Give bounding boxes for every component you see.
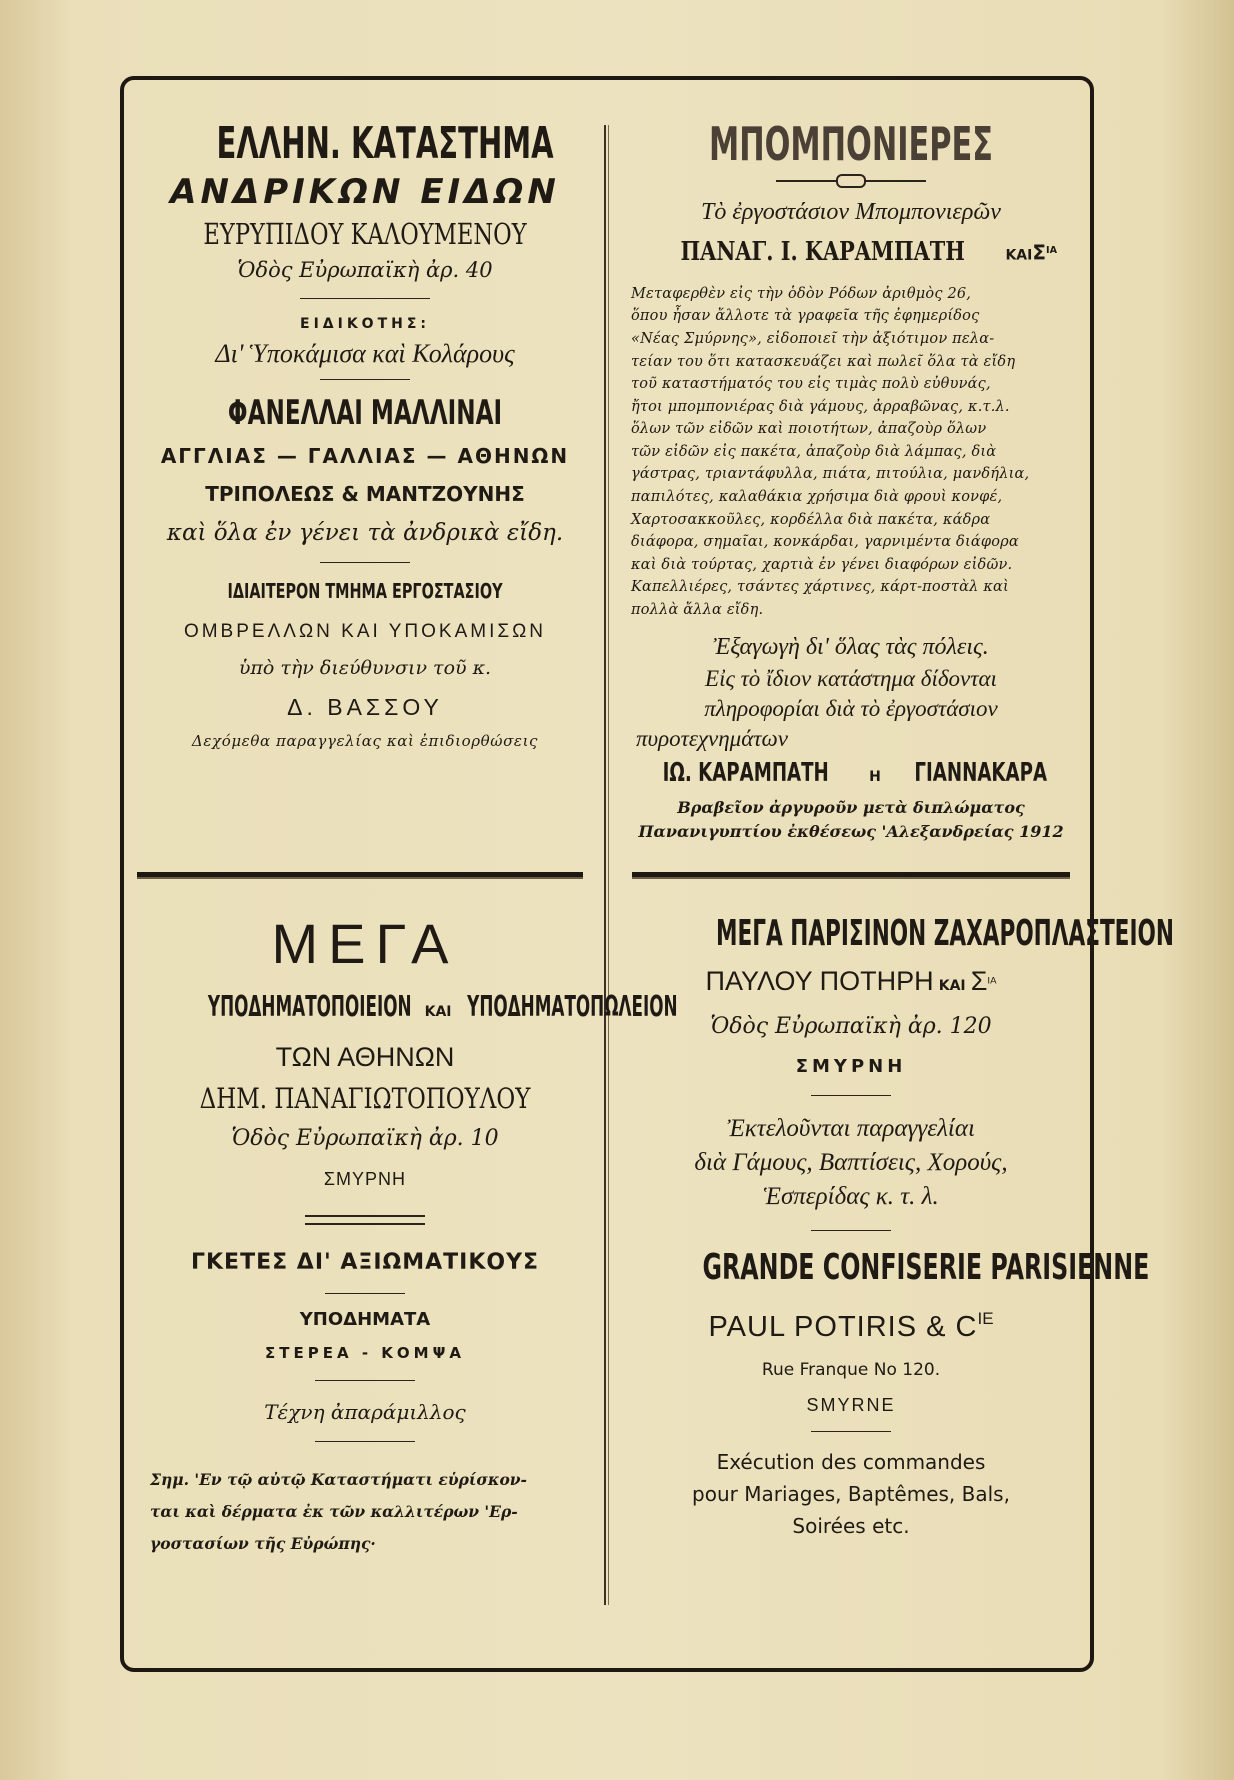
execution-line-3: Soirées etc. (792, 1513, 910, 1538)
specialty-label: ΕΙΔΙΚΟΤΗΣ: (300, 316, 430, 332)
shoes-label: ΥΠΟΔΗΜΑΤΑ (299, 1309, 431, 1330)
french-city: SMYRNE (806, 1394, 896, 1415)
note-line-2: ται καὶ δέρματα ἐκ τῶν καλλιτέρων 'Ερ- (150, 1502, 518, 1521)
paragraph-line: «Νέας Σμύρνης», εἰδοποιεῖ τὴν ἀξιότιμον πελα- (631, 330, 995, 347)
sturdy-elegant: ΣΤΕΡΕΑ - ΚΟΜΨΑ (265, 1344, 465, 1362)
rule (300, 298, 430, 299)
paragraph-line: τείαν του ὅτι κατασκευάζει καὶ πωλεῖ ὅλα τὰ εἴδη (631, 353, 1016, 370)
export-line: Ἐξαγωγὴ δι' ὅλας τὰς πόλεις. (713, 633, 989, 660)
double-rule (305, 1215, 425, 1225)
owner-name: ΕΥΡΥΠΙΔΟΥ ΚΑΛΟΥΜΕΝΟΥ (203, 217, 527, 251)
and: ΚΑΙ (424, 1004, 452, 1020)
footnote (150, 1464, 580, 1560)
french-address: Rue Franque No 120. (761, 1359, 941, 1380)
paragraph-line: πολλὰ ἄλλα εἴδη. (631, 602, 764, 619)
execution-line-1: Exécution des commandes (716, 1449, 986, 1474)
paragraph-line: τοῦ καταστήματός του εἰς τιμὰς πολὺ εὐθυνάς, (631, 376, 991, 393)
umbrellas-shirts: ΟΜΒΡΕΛΛΩΝ ΚΑΙ ΥΠΟΚΑΜΙΣΩΝ (183, 621, 547, 642)
factory-dept: ΙΔΙΑΙΤΕΡΟΝ ΤΜΗΜΑ ΕΡΓΟΣΤΑΣΙΟΥ (227, 579, 503, 603)
ad-title: ΕΛΛΗΝ. ΚΑΤΑΣΤΗΜΑ (216, 118, 554, 169)
expo-line: Πανανιγυπτίου ἐκθέσεως 'Αλεξανδρείας 1912 (638, 821, 1064, 841)
address: Ὁδὸς Εὐρωπαϊκὴ ἀρ. 40 (237, 258, 493, 282)
paragraph-line: ὅπου ἦσαν ἄλλοτε τὰ γραφεῖα τῆς ἐφημερίδος (631, 308, 980, 325)
rule (315, 1380, 415, 1381)
paragraph-line: Καπελλιέρες, τσάντες χάρτινες, κάρτ-ποστὰλ καὶ (631, 579, 1009, 596)
paragraph-line: τῶν εἰδῶν εἰς πακέτα, ἀπαζοὺρ διὰ λάμπας, διὰ (631, 443, 997, 460)
and-co-sup: ΙΑ (1046, 245, 1058, 256)
note-line-1: Σημ. 'Εν τῷ αὐτῷ Καταστήματι εὑρίσκον- (150, 1470, 527, 1489)
owner-name: ΠΑΥΛΟΥ ΠΟΤΗΡΗ (705, 966, 934, 996)
paragraph-line: ὅλων τῶν εἰδῶν καὶ ποιοτήτων, ἀπαζοὺρ ὅλων (631, 421, 987, 438)
rule (811, 1230, 891, 1231)
ad-mens-store (140, 118, 590, 755)
paragraph-line: γάστρας, τριαντάφυλλα, πιάτα, πιτούλια, μανδήλια, (631, 466, 1030, 483)
rule (320, 379, 410, 380)
city: ΣΜΥΡΝΗ (795, 1056, 907, 1077)
award-line: Βραβεῖον ἀργυροῦν μετὰ διπλώματος (677, 797, 1025, 817)
specialty-text: Δι' Ὑποκάμισα καὶ Κολάρους (215, 339, 515, 368)
craft-line: Τέχνη ἀπαράμιλλος (264, 1400, 466, 1424)
rule (811, 1431, 891, 1432)
left-section-divider (137, 872, 583, 879)
ad-title: ΜΕΓΑ ΠΑΡΙΣΙΝΟΝ ΖΑΧΑΡΟΠΛΑΣΤΕΙΟΝ (716, 913, 1174, 954)
rule (315, 1441, 415, 1442)
shoe-shop: ΥΠΟΔΗΜΑΤΟΠΩΛΕΙΟΝ (466, 990, 678, 1023)
ad-shoes (140, 912, 678, 1560)
owner-line (626, 232, 1076, 275)
origins: ΑΓΓΛΙΑΣ — ΓΑΛΛΙΑΣ — ΑΘΗΝΩΝ (160, 444, 570, 468)
ad-patisserie (626, 908, 1174, 1542)
ornament (626, 174, 1076, 188)
orders-line-1: Ἐκτελοῦνται παραγγελίαι (727, 1115, 975, 1142)
french-owner-line (626, 1299, 1076, 1351)
info-line-3: πυροτεχνημάτων (636, 725, 788, 751)
shoemaker-line (140, 982, 678, 1037)
address: Ὁδὸς Εὐρωπαϊκὴ ἀρ. 120 (710, 1014, 992, 1039)
orders-line-2: διὰ Γάμους, Βαπτίσεις, Χορούς, (694, 1149, 1008, 1176)
fireworks-owner-name-2: ΓΙΑΝΝΑΚΑΡΑ (914, 757, 1047, 788)
owner-name: ΔΗΜ. ΠΑΝΑΓΙΩΤΟΠΟΥΛΟΥ (199, 1082, 531, 1115)
paragraph-line: παπιλότες, καλαθάκια χρήσιμα διὰ φρουὶ κονφέ, (631, 489, 1003, 506)
paragraph-line: διάφορα, σημαῖαι, κονκάρδαι, γαρνιμέντα διάφορα (631, 534, 1019, 551)
ad-title: ΜΕΓΑ (271, 912, 459, 975)
info-line-2: πληροφορίαι διὰ τὸ ἐργοστάσιον (704, 695, 998, 721)
paragraph-line: Χαρτοσακκοῦλες, κορδέλλα διὰ πακέτα, κάδρα (631, 511, 991, 528)
owner-name: ΠΑΝΑΓ. Ι. ΚΑΡΑΜΠΑΤΗ (680, 236, 965, 267)
paragraph-line: καὶ διὰ τούρτας, χαρτιὰ ἐν γένει διαφόρων εἰδῶν. (631, 556, 1013, 573)
execution-line-2: pour Mariages, Baptêmes, Bals, (692, 1481, 1010, 1506)
and-co: ΚΑΙ (938, 978, 966, 994)
ad-subtitle: ΑΝΔΡΙΚΩΝ ΕΙΔΩΝ (170, 172, 560, 212)
owner-line (626, 960, 1076, 1007)
description-paragraph (631, 283, 1071, 622)
shoemaker: ΥΠΟΔΗΜΑΤΟΠΟΙΕΙΟΝ (207, 990, 412, 1023)
and-co-s: Σ (1032, 240, 1047, 265)
orders-line-3: Ἑσπερίδας κ. τ. λ. (763, 1183, 939, 1210)
origins-2: ΤΡΙΠΟΛΕΩΣ & ΜΑΝΤΖΟΥΝΗΣ (205, 482, 525, 506)
factory-line: Τὸ ἐργοστάσιον Μπομπονιερῶν (701, 199, 1001, 225)
fireworks-owner-name: ΙΩ. ΚΑΡΑΜΠΑΤΗ (662, 757, 829, 788)
officers-gaiters: ΓΚΕΤΕΣ ΔΙ' ΑΞΙΩΜΑΤΙΚΟΥΣ (190, 1250, 540, 1275)
french-owner-sup: IE (977, 1309, 994, 1328)
and-co-sup: ΙΑ (987, 975, 997, 987)
city: ΣΜΥΡΝΗ (323, 1169, 407, 1189)
right-section-divider (632, 872, 1070, 879)
fireworks-owner (626, 754, 1076, 796)
address: Ὁδὸς Εὐρωπαϊκὴ ἀρ. 10 (231, 1126, 499, 1151)
rule (325, 1293, 405, 1294)
paragraph-line: ἤτοι μπομπονιέρας διὰ γάμους, ἀρραβῶνας, κ.τ.λ. (631, 398, 1010, 415)
french-title: GRANDE CONFISERIE PARISIENNE (702, 1247, 1150, 1288)
mens-goods-note: καὶ ὅλα ἐν γένει τὰ ἀνδρικὰ εἴδη. (166, 520, 564, 546)
ad-title: ΜΠΟΜΠΟΝΙΕΡΕΣ (708, 117, 994, 171)
director-name: Δ. ΒΑΣΣΟΥ (287, 694, 443, 720)
rule (811, 1095, 891, 1096)
direction-note: ὑπὸ τὴν διεύθυνσιν τοῦ κ. (238, 657, 492, 679)
orders-note: Δεχόμεθα παραγγελίας καὶ ἐπιδιορθώσεις (191, 732, 539, 750)
fireworks-owner-article: Η (869, 768, 881, 785)
french-owner: PAUL POTIRIS & C (708, 1310, 978, 1343)
ad-bonbonnieres (626, 118, 1076, 844)
and-co-s: Σ (970, 966, 988, 996)
flannels-heading: ΦΑΝΕΛΛΑΙ ΜΑΛΛΙΝΑΙ (227, 393, 503, 433)
column-divider (604, 125, 609, 1605)
info-line-1: Εἰς τὸ ἴδιον κατάστημα δίδονται (705, 665, 997, 691)
and-co: ΚΑΙ (1005, 247, 1033, 264)
note-line-3: γοστασίων τῆς Εὐρώπης· (150, 1534, 376, 1553)
rule (320, 562, 410, 563)
athens: ΤΩΝ ΑΘΗΝΩΝ (275, 1042, 455, 1072)
paragraph-line: Μεταφερθὲν εἰς τὴν ὁδὸν Ρόδων ἀριθμὸς 26, (631, 285, 972, 302)
